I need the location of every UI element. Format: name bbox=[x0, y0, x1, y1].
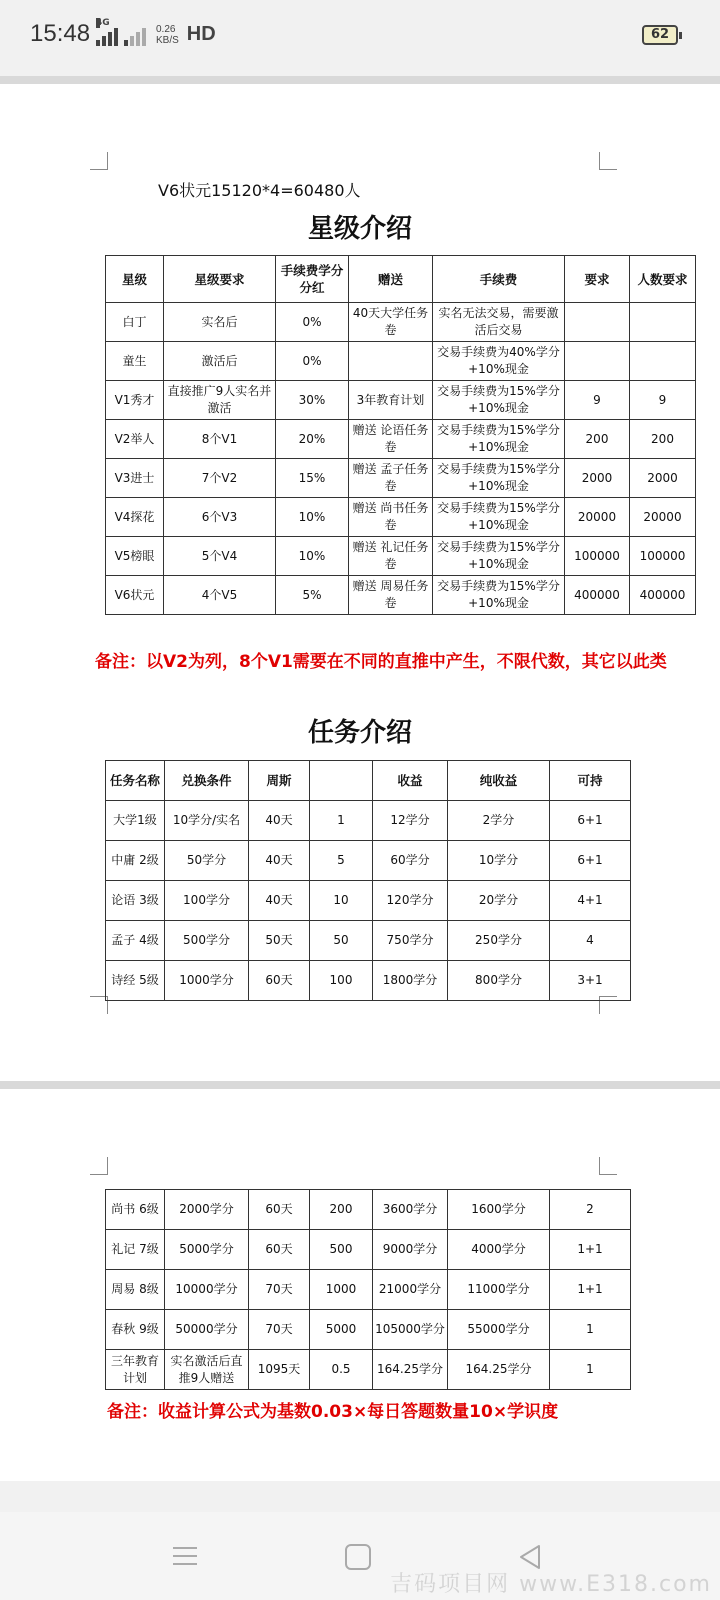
table-cell bbox=[349, 342, 433, 381]
table-cell: 赠送 周易任务卷 bbox=[349, 576, 433, 615]
table-cell: 100000 bbox=[565, 537, 630, 576]
table-cell: 10 bbox=[310, 881, 373, 921]
page-separator bbox=[0, 76, 720, 84]
table-cell: 164.25学分 bbox=[448, 1350, 550, 1390]
note-1: 备注：以V2为列，8个V1需要在不同的直推中产生，不限代数，其它以此类 bbox=[95, 652, 667, 672]
task-table-continued bbox=[105, 1189, 631, 1390]
table-cell: 大学1级 bbox=[106, 801, 165, 841]
table-row bbox=[106, 420, 696, 459]
watermark: 吉码项目网 www.E318.com bbox=[390, 1572, 712, 1597]
column-header: 星级要求 bbox=[164, 256, 276, 303]
table-row bbox=[106, 1350, 631, 1390]
table-cell: 100000 bbox=[630, 537, 696, 576]
table-cell: 200 bbox=[565, 420, 630, 459]
table-cell: 60天 bbox=[249, 1230, 310, 1270]
table-cell: 20学分 bbox=[448, 881, 550, 921]
table-cell: 直接推广9人实名并激活 bbox=[164, 381, 276, 420]
table-cell: 50000学分 bbox=[165, 1310, 249, 1350]
table-cell: 交易手续费为15%学分+10%现金 bbox=[433, 459, 565, 498]
table-cell: 激活后 bbox=[164, 342, 276, 381]
table-cell: 1800学分 bbox=[373, 961, 448, 1001]
menu-icon[interactable] bbox=[173, 1542, 203, 1572]
table-cell: 70天 bbox=[249, 1310, 310, 1350]
table-cell bbox=[565, 342, 630, 381]
hd-indicator: HD bbox=[186, 23, 216, 45]
table-cell: V4探花 bbox=[106, 498, 164, 537]
home-icon[interactable] bbox=[345, 1544, 371, 1570]
column-header: 星级 bbox=[106, 256, 164, 303]
star-section-title: 星级介绍 bbox=[307, 214, 412, 244]
table-cell: V2举人 bbox=[106, 420, 164, 459]
table-cell: 4个V5 bbox=[164, 576, 276, 615]
table-row bbox=[106, 1310, 631, 1350]
table-cell: 2 bbox=[550, 1190, 631, 1230]
table-cell: 实名激活后直推9人赠送 bbox=[165, 1350, 249, 1390]
table-cell: 周易 8级 bbox=[106, 1270, 165, 1310]
table-cell: 20000 bbox=[630, 498, 696, 537]
table-header-row bbox=[106, 256, 696, 303]
table-cell: 交易手续费为40%学分+10%现金 bbox=[433, 342, 565, 381]
table-cell: 5% bbox=[276, 576, 349, 615]
navigation-bar bbox=[0, 1512, 720, 1600]
table-cell: 30% bbox=[276, 381, 349, 420]
table-cell: V1秀才 bbox=[106, 381, 164, 420]
column-header: 人数要求 bbox=[630, 256, 696, 303]
table-cell: 5000学分 bbox=[165, 1230, 249, 1270]
table-cell: 40天大学任务卷 bbox=[349, 303, 433, 342]
table-row bbox=[106, 498, 696, 537]
network-speed-unit: KB/S bbox=[156, 35, 179, 46]
table-cell: 105000学分 bbox=[373, 1310, 448, 1350]
table-cell: 8个V1 bbox=[164, 420, 276, 459]
table-row bbox=[106, 921, 631, 961]
column-header: 手续费学分分红 bbox=[276, 256, 349, 303]
table-cell: 3+1 bbox=[550, 961, 631, 1001]
table-cell: 9000学分 bbox=[373, 1230, 448, 1270]
table-cell: 0.5 bbox=[310, 1350, 373, 1390]
table-cell: 4+1 bbox=[550, 881, 631, 921]
table-cell: 孟子 4级 bbox=[106, 921, 165, 961]
table-cell: 40天 bbox=[249, 801, 310, 841]
table-cell: 200 bbox=[630, 420, 696, 459]
table-cell: 5个V4 bbox=[164, 537, 276, 576]
table-cell: V5榜眼 bbox=[106, 537, 164, 576]
table-cell: 4 bbox=[550, 921, 631, 961]
table-cell: 5 bbox=[310, 841, 373, 881]
table-cell: 11000学分 bbox=[448, 1270, 550, 1310]
table-cell: 1 bbox=[550, 1310, 631, 1350]
table-cell: 164.25学分 bbox=[373, 1350, 448, 1390]
table-cell: 交易手续费为15%学分+10%现金 bbox=[433, 576, 565, 615]
table-cell: 21000学分 bbox=[373, 1270, 448, 1310]
table-cell: 赠送 礼记任务卷 bbox=[349, 537, 433, 576]
table-cell: 500学分 bbox=[165, 921, 249, 961]
table-cell: 7个V2 bbox=[164, 459, 276, 498]
table-cell: 交易手续费为15%学分+10%现金 bbox=[433, 498, 565, 537]
table-cell: 1095天 bbox=[249, 1350, 310, 1390]
table-cell: 55000学分 bbox=[448, 1310, 550, 1350]
battery-icon: 62 bbox=[642, 25, 678, 45]
task-section-title: 任务介绍 bbox=[307, 718, 412, 748]
table-cell: 童生 bbox=[106, 342, 164, 381]
table-cell: 6+1 bbox=[550, 801, 631, 841]
table-cell: 800学分 bbox=[448, 961, 550, 1001]
table-cell: 10% bbox=[276, 498, 349, 537]
table-row bbox=[106, 342, 696, 381]
table-cell: 尚书 6级 bbox=[106, 1190, 165, 1230]
table-cell: 10000学分 bbox=[165, 1270, 249, 1310]
crop-mark bbox=[599, 152, 617, 170]
table-cell: 交易手续费为15%学分+10%现金 bbox=[433, 381, 565, 420]
column-header: 兑换条件 bbox=[165, 761, 249, 801]
crop-mark bbox=[90, 1157, 108, 1175]
table-header-row bbox=[106, 761, 631, 801]
table-row bbox=[106, 576, 696, 615]
table-cell: 250学分 bbox=[448, 921, 550, 961]
table-row bbox=[106, 961, 631, 1001]
table-cell: 实名无法交易，需要激活后交易 bbox=[433, 303, 565, 342]
table-cell: 50 bbox=[310, 921, 373, 961]
table-cell: 1+1 bbox=[550, 1270, 631, 1310]
table-cell: 9 bbox=[630, 381, 696, 420]
table-cell: 赠送 尚书任务卷 bbox=[349, 498, 433, 537]
table-row bbox=[106, 459, 696, 498]
table-cell: 6+1 bbox=[550, 841, 631, 881]
table-cell: 100学分 bbox=[165, 881, 249, 921]
table-cell: 礼记 7级 bbox=[106, 1230, 165, 1270]
table-cell: 6个V3 bbox=[164, 498, 276, 537]
table-cell: 实名后 bbox=[164, 303, 276, 342]
table-cell: 60天 bbox=[249, 1190, 310, 1230]
table-cell: 1000学分 bbox=[165, 961, 249, 1001]
table-cell: 3600学分 bbox=[373, 1190, 448, 1230]
note-2: 备注：收益计算公式为基数0.03×每日答题数量10×学识度 bbox=[107, 1402, 559, 1422]
table-cell: 春秋 9级 bbox=[106, 1310, 165, 1350]
table-cell bbox=[565, 303, 630, 342]
table-row bbox=[106, 1230, 631, 1270]
table-cell: 赠送 孟子任务卷 bbox=[349, 459, 433, 498]
table-cell: 4000学分 bbox=[448, 1230, 550, 1270]
column-header: 赠送 bbox=[349, 256, 433, 303]
table-cell: 1000 bbox=[310, 1270, 373, 1310]
table-row bbox=[106, 1270, 631, 1310]
signal-no-service-icon bbox=[124, 26, 146, 46]
table-cell: 400000 bbox=[630, 576, 696, 615]
table-cell: 三年教育计划 bbox=[106, 1350, 165, 1390]
table-cell: 0% bbox=[276, 303, 349, 342]
intro-line: V6状元15120*4=60480人 bbox=[158, 181, 361, 200]
table-cell: 2000学分 bbox=[165, 1190, 249, 1230]
table-cell: 1600学分 bbox=[448, 1190, 550, 1230]
table-cell: 0% bbox=[276, 342, 349, 381]
table-cell: 750学分 bbox=[373, 921, 448, 961]
column-header: 纯收益 bbox=[448, 761, 550, 801]
column-header: 任务名称 bbox=[106, 761, 165, 801]
table-cell: 1 bbox=[310, 801, 373, 841]
table-cell: 9 bbox=[565, 381, 630, 420]
table-row bbox=[106, 801, 631, 841]
table-cell: 50天 bbox=[249, 921, 310, 961]
table-cell: 3年教育计划 bbox=[349, 381, 433, 420]
table-cell: 2学分 bbox=[448, 801, 550, 841]
table-cell: 交易手续费为15%学分+10%现金 bbox=[433, 420, 565, 459]
table-cell: 交易手续费为15%学分+10%现金 bbox=[433, 537, 565, 576]
table-cell: 10学分/实名 bbox=[165, 801, 249, 841]
table-cell: 40天 bbox=[249, 841, 310, 881]
column-header: 周斯 bbox=[249, 761, 310, 801]
column-header: 手续费 bbox=[433, 256, 565, 303]
table-row bbox=[106, 303, 696, 342]
table-cell: 20% bbox=[276, 420, 349, 459]
table-cell: 诗经 5级 bbox=[106, 961, 165, 1001]
task-table bbox=[105, 760, 631, 1001]
table-cell: 白丁 bbox=[106, 303, 164, 342]
table-cell: 1+1 bbox=[550, 1230, 631, 1270]
status-time: 15:48 bbox=[30, 20, 91, 47]
table-cell: 120学分 bbox=[373, 881, 448, 921]
status-bar bbox=[0, 0, 720, 56]
table-cell: 论语 3级 bbox=[106, 881, 165, 921]
column-header bbox=[310, 761, 373, 801]
table-cell: 400000 bbox=[565, 576, 630, 615]
table-cell: 5000 bbox=[310, 1310, 373, 1350]
column-header: 收益 bbox=[373, 761, 448, 801]
network-speed-value: 0.26 bbox=[156, 24, 176, 35]
table-cell: 2000 bbox=[565, 459, 630, 498]
table-cell: 赠送 论语任务卷 bbox=[349, 420, 433, 459]
table-cell: 15% bbox=[276, 459, 349, 498]
table-cell: 2000 bbox=[630, 459, 696, 498]
crop-mark bbox=[90, 152, 108, 170]
signal-icon bbox=[96, 18, 118, 46]
table-cell: 10% bbox=[276, 537, 349, 576]
network-type-label: 4G bbox=[96, 18, 110, 28]
table-row bbox=[106, 1190, 631, 1230]
table-row bbox=[106, 381, 696, 420]
table-cell: V6状元 bbox=[106, 576, 164, 615]
table-cell: 1 bbox=[550, 1350, 631, 1390]
table-cell: 200 bbox=[310, 1190, 373, 1230]
table-cell: 70天 bbox=[249, 1270, 310, 1310]
table-row bbox=[106, 537, 696, 576]
table-cell: 50学分 bbox=[165, 841, 249, 881]
document-page-1[interactable] bbox=[0, 84, 720, 1105]
table-cell: 12学分 bbox=[373, 801, 448, 841]
status-icons bbox=[96, 18, 216, 46]
table-row bbox=[106, 841, 631, 881]
table-cell: 100 bbox=[310, 961, 373, 1001]
table-cell: 10学分 bbox=[448, 841, 550, 881]
document-page-2[interactable] bbox=[0, 1089, 720, 1481]
table-cell: 60天 bbox=[249, 961, 310, 1001]
table-cell: 40天 bbox=[249, 881, 310, 921]
network-speed bbox=[156, 24, 179, 46]
column-header: 可持 bbox=[550, 761, 631, 801]
table-cell: 60学分 bbox=[373, 841, 448, 881]
page-separator bbox=[0, 1081, 720, 1089]
crop-mark bbox=[599, 1157, 617, 1175]
table-cell: V3进士 bbox=[106, 459, 164, 498]
table-row bbox=[106, 881, 631, 921]
table-cell: 20000 bbox=[565, 498, 630, 537]
table-cell: 中庸 2级 bbox=[106, 841, 165, 881]
table-cell: 500 bbox=[310, 1230, 373, 1270]
table-cell bbox=[630, 303, 696, 342]
table-cell bbox=[630, 342, 696, 381]
column-header: 要求 bbox=[565, 256, 630, 303]
star-level-table bbox=[105, 255, 696, 615]
